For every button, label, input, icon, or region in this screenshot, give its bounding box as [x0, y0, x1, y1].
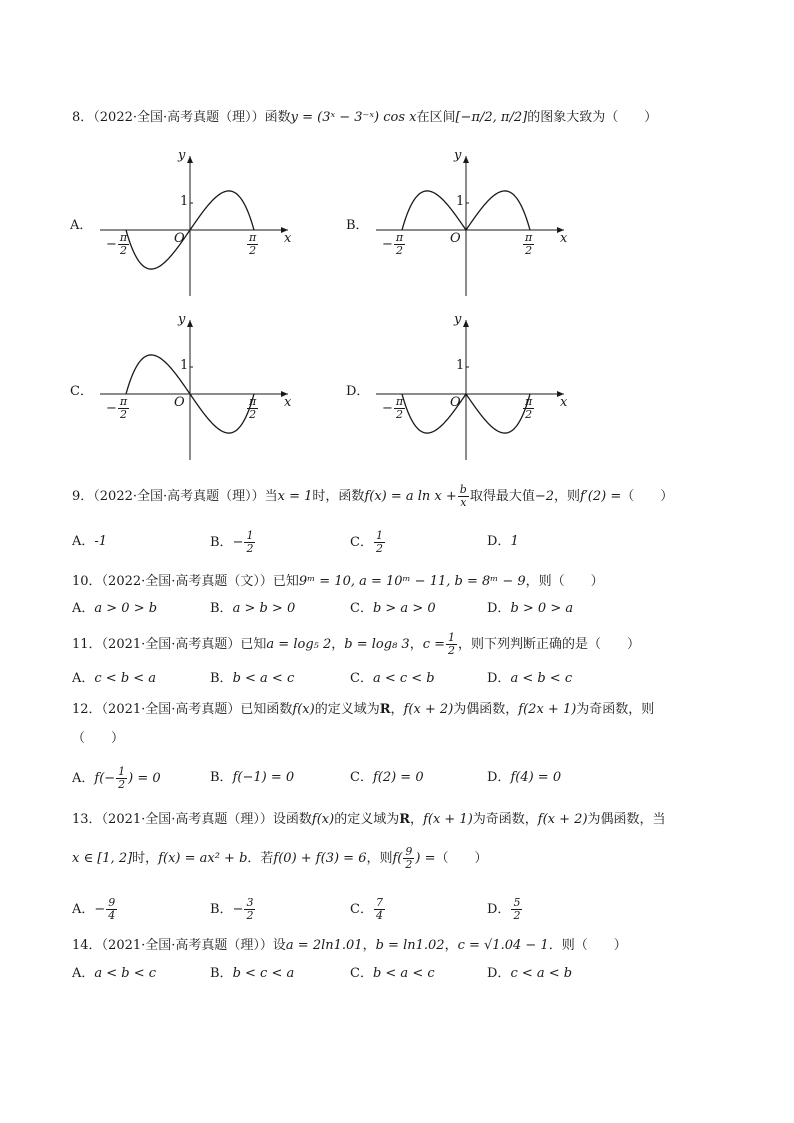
q9-condition: x = 1	[277, 489, 313, 504]
q10-option-b[interactable]	[210, 597, 295, 616]
q14-option-value: c < a < b	[510, 966, 573, 981]
x-tick-label-neg-half-pi	[106, 232, 130, 257]
q13-text1: 设函数	[272, 812, 312, 827]
q14-option-label: C．	[350, 966, 373, 981]
q12-option-value: f(2) = 0	[372, 770, 424, 785]
q14-a: a = 2ln1.01	[285, 938, 363, 953]
q11-option-value: a < b < c	[510, 671, 573, 686]
q13-option-a[interactable]	[72, 897, 118, 922]
q9-maxval: −2	[534, 489, 555, 504]
q13-t3: ，则	[366, 851, 393, 866]
q10-option-value: b > 0 > a	[510, 601, 574, 616]
q12-R: R	[379, 702, 391, 717]
q13-source: （2021·全国·高考真题（理））	[101, 812, 273, 827]
pos-half-pi-fraction	[247, 232, 258, 257]
q9-text: 当	[264, 489, 278, 504]
y-axis-label: y	[178, 148, 186, 163]
q11-option-b[interactable]	[210, 667, 294, 686]
q13-ask-fraction	[403, 846, 414, 871]
q11-option-c[interactable]	[350, 667, 435, 686]
x-tick-label-pos-half-pi	[522, 396, 535, 421]
q10-text: 已知	[272, 574, 299, 589]
q12-option-left: f(−	[94, 771, 116, 786]
y-axis-arrow	[463, 156, 469, 163]
q14-tail: ．则（ ）	[548, 938, 627, 953]
neg-half-pi-fraction	[118, 232, 129, 257]
pos-half-pi-den: 2	[525, 408, 533, 421]
q13-option-den: 2	[246, 909, 254, 922]
q12-f2: f(2x + 1)	[518, 702, 577, 717]
q11-number: 11．	[72, 637, 102, 652]
q13-stem	[72, 808, 666, 827]
q8-text: 函数	[264, 110, 291, 125]
q8-text-mid: 在区间	[416, 110, 456, 125]
q9-source: （2022·全国·高考真题（理））	[93, 489, 265, 504]
neg-sign: −	[382, 401, 393, 416]
q13-option-label: A．	[72, 902, 95, 917]
q14-stem	[72, 934, 627, 953]
neg-half-pi-num: π	[395, 231, 404, 244]
q9-option-value: -1	[94, 534, 108, 549]
q11-option-d[interactable]	[487, 667, 572, 686]
q11-c-num: 1	[448, 631, 456, 644]
x-tick-label-pos-half-pi	[246, 232, 259, 257]
q12-f1: f(x + 2)	[403, 702, 454, 717]
q13-ask-left: f(	[392, 851, 403, 866]
q13-t2: ．若	[247, 851, 274, 866]
x-axis-label: x	[560, 395, 568, 410]
neg-half-pi-fraction	[394, 396, 405, 421]
q12-option-right: ) = 0	[128, 771, 161, 786]
q13-ask-right: ) =	[415, 851, 436, 866]
q9-text4: ，则	[554, 489, 581, 504]
q8-graph-plot	[346, 148, 586, 308]
q13-option-sign: −	[94, 902, 106, 917]
q13-ask-den: 2	[405, 858, 413, 871]
q8-stem	[72, 106, 657, 125]
q12-f: f(x)	[292, 702, 315, 717]
pos-half-pi-num: π	[249, 231, 257, 244]
q12-text1: 已知函数	[240, 702, 293, 717]
q12-option-label: B．	[210, 770, 233, 785]
q10-number: 10．	[72, 574, 102, 589]
q12-source: （2021·全国·高考真题）	[101, 702, 241, 717]
origin-label: O	[174, 395, 185, 410]
neg-sign: −	[382, 237, 393, 252]
q13-number: 13．	[72, 812, 102, 827]
pos-half-pi-den: 2	[249, 408, 257, 421]
q9-option-label: D．	[487, 534, 511, 549]
q11-c-left: c =	[422, 637, 446, 652]
q12-stem	[72, 698, 654, 717]
x-axis-label: x	[284, 395, 292, 410]
q9-option-label: B．	[210, 535, 233, 550]
q12-number: 12．	[72, 702, 102, 717]
q9-option-b[interactable]	[210, 530, 256, 555]
y-axis-label: y	[178, 312, 186, 327]
q10-option-label: A．	[72, 601, 95, 616]
y-tick-label-1: 1	[180, 358, 189, 373]
q12-sep: ，	[390, 702, 404, 717]
q14-text: 设	[272, 938, 286, 953]
q10-option-a[interactable]	[72, 597, 157, 616]
y-axis-arrow	[187, 156, 193, 163]
q8-text-after: 的图象大致为（ ）	[527, 110, 658, 125]
q13-option-fraction	[106, 897, 117, 922]
pos-half-pi-num: π	[249, 395, 257, 408]
q14-sep1: ，	[362, 938, 376, 953]
q14-b: b = ln1.02	[375, 938, 445, 953]
q14-option-label: D．	[487, 966, 511, 981]
q12-option-b[interactable]	[210, 766, 294, 785]
q11-option-label: D．	[487, 671, 511, 686]
neg-half-pi-den: 2	[120, 408, 128, 421]
neg-half-pi-den: 2	[120, 244, 128, 257]
y-axis-label: y	[454, 312, 462, 327]
q13-option-label: C．	[350, 902, 373, 917]
q10-option-label: D．	[487, 601, 511, 616]
q13-option-fraction	[244, 897, 255, 922]
x-tick-label-pos-half-pi	[246, 396, 259, 421]
q8-option-a[interactable]	[70, 148, 310, 308]
x-tick-label-pos-half-pi	[522, 232, 535, 257]
q14-option-label: A．	[72, 966, 95, 981]
q12-text3: 为偶函数，	[453, 702, 519, 717]
q9-option-den: 2	[246, 542, 254, 555]
y-tick-label-1: 1	[180, 194, 189, 209]
q14-option-value: b < c < a	[232, 966, 295, 981]
q10-condition: 9ᵐ = 10, a = 10ᵐ − 11, b = 8ᵐ − 9	[298, 574, 526, 589]
q11-stem	[72, 632, 640, 657]
x-tick-label-neg-half-pi	[382, 396, 406, 421]
q11-tail: ，则下列判断正确的是（ ）	[458, 637, 641, 652]
neg-half-pi-den: 2	[396, 244, 404, 257]
q11-c-den: 2	[448, 644, 456, 657]
q13-R: R	[399, 812, 411, 827]
q14-c: c = √1.04 − 1	[457, 938, 549, 953]
q14-option-value: a < b < c	[94, 966, 157, 981]
q10-option-value: a > b > 0	[232, 601, 296, 616]
q8-option-label: B．	[346, 218, 369, 233]
q13-option-den: 4	[108, 909, 116, 922]
pos-half-pi-fraction	[523, 396, 534, 421]
q13-option-b[interactable]	[210, 897, 256, 922]
q14-number: 14．	[72, 938, 102, 953]
q13-option-num: 5	[513, 896, 521, 909]
q9-option-value: 1	[510, 534, 519, 549]
x-axis-label: x	[560, 231, 568, 246]
q13-option-c[interactable]	[350, 897, 386, 922]
q11-a: a = log₅ 2	[266, 637, 332, 652]
q12-option-label: C．	[350, 770, 373, 785]
q9-func-fraction	[458, 484, 469, 509]
q14-option-label: B．	[210, 966, 233, 981]
q13-option-num: 7	[375, 896, 383, 909]
q12-option-den: 2	[118, 778, 126, 791]
q11-option-value: c < b < a	[94, 671, 157, 686]
q13-fdef: f(x) = ax² + b	[158, 851, 248, 866]
q14-option-value: b < a < c	[372, 966, 435, 981]
pos-half-pi-fraction	[523, 232, 534, 257]
q12-text4: 为奇函数，则	[576, 702, 655, 717]
q9-text3: 取得最大值	[469, 489, 535, 504]
q10-option-value: a > 0 > b	[94, 601, 158, 616]
q12-option-num: 1	[118, 765, 126, 778]
q12-option-d[interactable]	[487, 766, 561, 785]
q11-source: （2021·全国·高考真题）	[101, 637, 241, 652]
q8-option-label: D．	[346, 384, 370, 399]
q14-option-d[interactable]	[487, 962, 572, 981]
q12-option-value: f(4) = 0	[510, 770, 562, 785]
neg-half-pi-num: π	[119, 231, 128, 244]
q11-option-label: B．	[210, 671, 233, 686]
q12-option-c[interactable]	[350, 766, 424, 785]
q14-option-a[interactable]	[72, 962, 156, 981]
q11-text: 已知	[240, 637, 267, 652]
q12-option-value: f(−1) = 0	[232, 770, 295, 785]
q8-interval: [−π/2, π/2]	[455, 110, 528, 125]
q9-func-num: b	[459, 483, 467, 496]
q13-t4: （ ）	[435, 851, 488, 866]
q9-option-num: 1	[375, 529, 383, 542]
q12-option-label: D．	[487, 770, 511, 785]
q9-option-c[interactable]	[350, 530, 386, 555]
origin-label: O	[450, 231, 461, 246]
q9-option-fraction	[244, 530, 255, 555]
q14-sep2: ，	[444, 938, 458, 953]
q9-func-left: f(x) = a ln x +	[364, 489, 457, 504]
q9-option-label: A．	[72, 534, 95, 549]
neg-half-pi-fraction	[118, 396, 129, 421]
q11-b: b = log₈ 3	[344, 637, 410, 652]
q12-option-label: A．	[72, 771, 95, 786]
neg-half-pi-num: π	[395, 395, 404, 408]
neg-half-pi-den: 2	[396, 408, 404, 421]
y-axis-label: y	[454, 148, 462, 163]
q9-option-d[interactable]	[487, 530, 519, 549]
origin-label: O	[174, 231, 185, 246]
q13-cond: x ∈ [1, 2]	[72, 851, 133, 866]
q11-option-value: b < a < c	[232, 671, 295, 686]
q8-option-b[interactable]	[346, 148, 586, 308]
q13-text2: 的定义域为	[334, 812, 400, 827]
q9-stem	[72, 484, 673, 509]
x-tick-label-neg-half-pi	[382, 232, 406, 257]
q14-option-b[interactable]	[210, 962, 294, 981]
q11-option-value: a < c < b	[372, 671, 435, 686]
pos-half-pi-den: 2	[525, 244, 533, 257]
q10-option-value: b > a > 0	[372, 601, 436, 616]
q8-function: y = (3ˣ − 3⁻ˣ) cos x	[290, 110, 417, 125]
q11-c-fraction	[446, 632, 457, 657]
q9-option-sign: −	[232, 535, 244, 550]
q13-option-d[interactable]	[487, 897, 523, 922]
q8-option-d[interactable]	[346, 312, 586, 472]
neg-half-pi-num: π	[119, 395, 128, 408]
q9-text5: （ ）	[621, 489, 674, 504]
q10-option-d[interactable]	[487, 597, 573, 616]
q13-f2: f(x + 2)	[537, 812, 588, 827]
q8-graph-plot	[70, 312, 310, 472]
q8-graph-plot	[70, 148, 310, 308]
q10-tail: ，则（ ）	[525, 574, 604, 589]
q9-option-label: C．	[350, 535, 373, 550]
y-tick-label-1: 1	[456, 194, 465, 209]
y-axis-arrow	[463, 320, 469, 327]
neg-sign: −	[106, 401, 117, 416]
q13-f1: f(x + 1)	[423, 812, 473, 827]
pos-half-pi-den: 2	[249, 244, 257, 257]
q11-sep1: ，	[331, 637, 345, 652]
y-tick-label-1: 1	[456, 358, 465, 373]
q13-option-den: 4	[375, 909, 383, 922]
q13-option-label: B．	[210, 902, 233, 917]
neg-half-pi-fraction	[394, 232, 405, 257]
q14-source: （2021·全国·高考真题（理））	[101, 938, 273, 953]
q13-text4: 为偶函数，当	[587, 812, 666, 827]
q10-stem	[72, 570, 604, 589]
q11-option-label: A．	[72, 671, 95, 686]
q13-text3: 为奇函数，	[472, 812, 538, 827]
q8-option-c[interactable]	[70, 312, 310, 472]
q11-option-label: C．	[350, 671, 373, 686]
q11-option-a[interactable]	[72, 667, 156, 686]
q12-option-a[interactable]	[72, 766, 161, 791]
q13-stem-line2	[72, 846, 488, 871]
q13-f: f(x)	[311, 812, 335, 827]
q13-t1: 时，	[132, 851, 159, 866]
pos-half-pi-num: π	[525, 395, 533, 408]
q13-sep: ，	[410, 812, 424, 827]
neg-sign: −	[106, 237, 117, 252]
x-axis-label: x	[284, 231, 292, 246]
origin-label: O	[450, 395, 461, 410]
q11-sep2: ，	[409, 637, 423, 652]
q13-sum: f(0) + f(3) = 6	[273, 851, 367, 866]
q9-func-den: x	[460, 496, 467, 509]
q9-option-den: 2	[375, 542, 383, 555]
q9-ask: f′(2) =	[580, 489, 622, 504]
q8-number: 8．	[72, 110, 94, 125]
q13-ask-num: 9	[405, 845, 413, 858]
q12-stem-line2: （ ）	[72, 731, 125, 746]
q12-option-fraction	[116, 766, 127, 791]
q13-option-num: 9	[108, 896, 116, 909]
q13-option-fraction	[374, 897, 385, 922]
q13-option-label: D．	[487, 902, 511, 917]
q13-option-fraction	[511, 897, 522, 922]
q8-option-label: C．	[70, 384, 93, 399]
q13-option-num: 3	[246, 896, 254, 909]
q9-option-fraction	[374, 530, 385, 555]
pos-half-pi-fraction	[247, 396, 258, 421]
y-axis-arrow	[187, 320, 193, 327]
x-tick-label-neg-half-pi	[106, 396, 130, 421]
q8-option-label: A．	[70, 218, 93, 233]
q9-text2: 时，函数	[312, 489, 365, 504]
q9-option-a[interactable]	[72, 530, 107, 549]
q10-option-c[interactable]	[350, 597, 436, 616]
q10-option-label: B．	[210, 601, 233, 616]
q8-graph-plot	[346, 312, 586, 472]
q13-option-den: 2	[513, 909, 521, 922]
q13-option-sign: −	[232, 902, 244, 917]
q10-option-label: C．	[350, 601, 373, 616]
q12-text2: 的定义域为	[314, 702, 380, 717]
q9-number: 9．	[72, 489, 94, 504]
q10-source: （2022·全国·高考真题（文））	[101, 574, 273, 589]
pos-half-pi-num: π	[525, 231, 533, 244]
q8-source: （2022·全国·高考真题（理））	[93, 110, 265, 125]
q9-option-num: 1	[246, 529, 254, 542]
q14-option-c[interactable]	[350, 962, 435, 981]
